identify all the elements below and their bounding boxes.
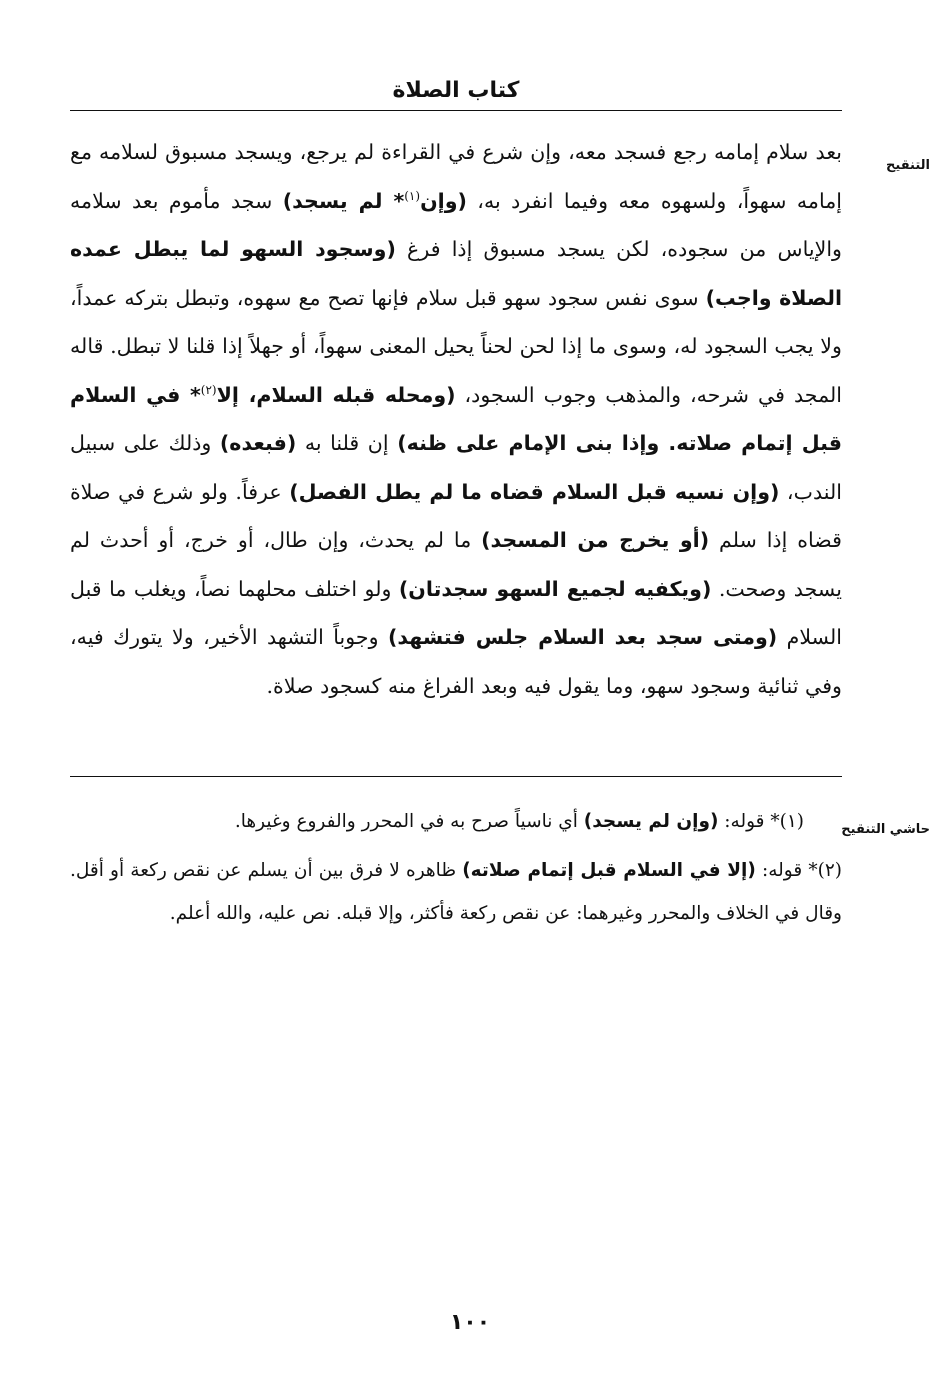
main-text [70,128,842,710]
matn-quote: (وإن نسيه قبل السلام قضاه ما لم يطل الفصل) [289,479,780,504]
matn-quote: (إلا في السلام قبل إتمام صلاته) [462,860,756,881]
commentary-text: (١)* قوله: [718,811,804,832]
matn-quote: (أو يخرج من المسجد) [481,528,710,552]
commentary-text: وذلك على سبيل الندب، [70,431,842,504]
footnote-2 [70,849,842,935]
commentary-text: ولو اختلف محلهما نصاً، ويغلب ما قبل السلام [70,576,842,649]
matn-quote: * لم يسجد) [282,188,405,213]
commentary-text: سجد مأموم بعد سلامه والإياس من سجوده، لكن يسجد مسبوق إذا فرغ [70,188,842,261]
footnote-divider [70,776,842,777]
commentary-text: وجوباً التشهد الأخير، ولا يتورك فيه، وفي ثنائية وسجود سهو، وما يقول فيه وبعد الفراغ منه كسجود صلاة. [70,625,842,698]
matn-quote: * في السلام قبل إتمام صلاته. وإذا بنى الإمام على ظنه) [70,382,842,455]
margin-label-footnotes: حاشي التنقيح [841,822,930,837]
margin-label-main: التنقيح [886,158,930,173]
commentary-text: بعد سلام إمامه رجع فسجد معه، وإن شرع في القراءة لم يرجع، ويسجد مسبوق لسلامه مع إمامه سهواً، ولسهوه معه وفيما انفرد به، [70,140,842,213]
commentary-text: سوى نفس سجود سهو قبل سلام فإنها تصح مع سهوه، وتبطل بتركه عمداً، ولا يجب السجود له، وسوى ما إذا لحن لحناً يحيل المعنى سهواً، أو جهلاً إذا قلنا لا تبطل. قاله المجد في شرحه، والمذهب وجوب السجود، [70,285,842,407]
matn-quote: (فبعده) [219,431,297,455]
matn-quote: (وإن لم يسجد) [583,811,719,832]
commentary-text: إن قلنا به [296,431,398,455]
matn-quote: (ويكفيه لجميع السهو سجدتان) [398,576,712,601]
matn-quote: (ومتى سجد بعد السلام جلس فتشهد) [388,625,778,649]
page-header: كتاب الصلاة [392,78,520,103]
commentary-text: ظاهره لا فرق بين أن يسلم عن نقص ركعة أو أقل. وقال في الخلاف والمحرر وغيرهما: عن نقص ركعة فأكثر، وإلا قبله. نص عليه، والله أعلم. [70,860,842,924]
matn-quote: (ومحله قبله السلام، إلا [216,382,456,407]
page-number: ١٠٠ [449,1310,491,1335]
commentary-text: أي ناسياً صرح به في المحرر والفروع وغيرها. [234,811,584,832]
matn-quote: (وإن [420,188,467,213]
commentary-text: ما لم يحدث، وإن طال، أو خرج، أو أحدث لم يسجد وصحت. [70,528,843,601]
footnotes [70,800,842,941]
footnote-reference: (٢) [200,382,217,397]
commentary-text: (٢)* قوله: [755,860,842,881]
header-divider [70,110,842,111]
commentary-text: عرفاً. ولو شرع في صلاة قضاه إذا سلم [70,479,842,552]
footnote-reference: (١) [404,188,421,203]
matn-quote: (وسجود السهو لما يبطل عمده الصلاة واجب) [70,237,843,310]
footnote-1 [70,800,842,843]
